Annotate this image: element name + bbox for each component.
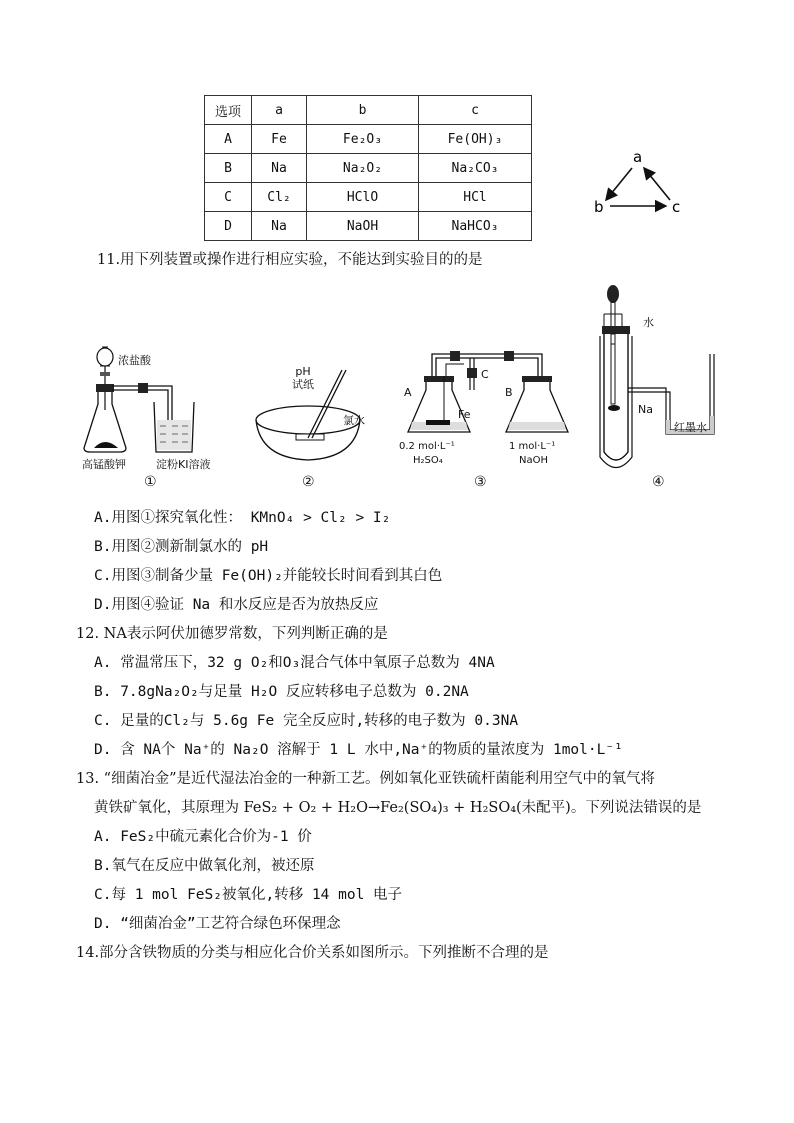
- label-conc-hcl: 浓盐酸: [118, 354, 151, 367]
- q13-option-c: C.每 1 mol FeS₂被氧化,转移 14 mol 电子: [94, 887, 403, 903]
- figure-2-number: ②: [302, 474, 315, 490]
- table-cell: NaHCO₃: [419, 212, 532, 241]
- q13-stem-line2: 黄铁矿氧化，其原理为 FeS₂ + O₂ + H₂O→Fe₂(SO₄)₃ + H₂SO₄(未配平)。下列说法错误的是: [94, 800, 702, 816]
- table-header: b: [307, 96, 419, 125]
- table-header: 选项: [205, 96, 252, 125]
- q12-option-d: D. 含 NA个 Na⁺的 Na₂O 溶解于 1 L 水中,Na⁺的物质的量浓度为 1mol·L⁻¹: [94, 742, 623, 758]
- q13-option-a: A. FeS₂中硫元素化合价为-1 价: [94, 829, 312, 845]
- table-cell: Cl₂: [252, 183, 307, 212]
- q12-option-c: C. 足量的Cl₂与 5.6g Fe 完全反应时,转移的电子数为 0.3NA: [94, 713, 519, 729]
- label-naoh-conc: 1 mol·L⁻¹: [509, 441, 556, 452]
- label-sodium: Na: [638, 403, 653, 416]
- label-h2so4-conc: 0.2 mol·L⁻¹: [399, 441, 455, 452]
- figure-1-number: ①: [144, 474, 157, 490]
- table-cell: C: [205, 183, 252, 212]
- q12-option-a: A. 常温常压下，32 g O₂和O₃混合气体中氧原子总数为 4NA: [94, 655, 495, 671]
- table-cell: A: [205, 125, 252, 154]
- figure-4-number: ④: [652, 474, 665, 490]
- label-naoh: NaOH: [519, 455, 548, 466]
- label-red-ink: 红墨水: [674, 421, 707, 434]
- figure-3-number: ③: [474, 474, 487, 490]
- table-cell: Na: [252, 154, 307, 183]
- q14-stem: 14.部分含铁物质的分类与相应化合价关系如图所示。下列推断不合理的是: [76, 945, 549, 961]
- node-a: a: [633, 148, 643, 166]
- label-fe: Fe: [458, 408, 471, 421]
- q11-stem: 11.用下列装置或操作进行相应实验，不能达到实验目的的是: [97, 252, 483, 268]
- q13-stem-line1: 13. “细菌冶金”是近代湿法冶金的一种新工艺。例如氧化亚铁硫杆菌能利用空气中的氧气将: [76, 771, 655, 787]
- arrow-a-to-b: [606, 168, 632, 200]
- options-table: [204, 95, 532, 241]
- q13-option-b: B.氧气在反应中做氧化剂，被还原: [94, 858, 315, 874]
- label-water: 水: [643, 316, 654, 329]
- table-cell: HClO: [307, 183, 419, 212]
- q12-option-b: B. 7.8gNa₂O₂与足量 H₂O 反应转移电子总数为 0.2NA: [94, 684, 469, 700]
- table-cell: Na₂O₂: [307, 154, 419, 183]
- figure-4-apparatus: [590, 282, 730, 472]
- label-flask-b: B: [505, 386, 513, 399]
- label-starch-ki: 淀粉KI溶液: [156, 458, 211, 471]
- table-header: c: [419, 96, 532, 125]
- table-row: [205, 183, 532, 212]
- table-header: a: [252, 96, 307, 125]
- table-cell: Na₂CO₃: [419, 154, 532, 183]
- triangle-diagram: [588, 148, 688, 220]
- table-row: [205, 125, 532, 154]
- table-cell: NaOH: [307, 212, 419, 241]
- q11-option-a: A.用图①探究氧化性： KMnO₄ > Cl₂ > I₂: [94, 510, 391, 526]
- label-clamp-c: C: [481, 368, 489, 381]
- node-b: b: [594, 198, 604, 216]
- node-c: c: [672, 198, 681, 216]
- q13-option-d: D. “细菌冶金”工艺符合绿色环保理念: [94, 916, 341, 932]
- table-row: [205, 212, 532, 241]
- q11-option-b: B.用图②测新制氯水的 pH: [94, 539, 269, 555]
- table-cell: Fe(OH)₃: [419, 125, 532, 154]
- label-flask-a: A: [404, 386, 412, 399]
- label-h2so4: H₂SO₄: [413, 455, 443, 466]
- table-cell: D: [205, 212, 252, 241]
- table-cell: B: [205, 154, 252, 183]
- q12-stem: 12. NA表示阿伏加德罗常数，下列判断正确的是: [76, 626, 388, 642]
- q11-option-c: C.用图③制备少量 Fe(OH)₂并能较长时间看到其白色: [94, 568, 443, 584]
- table-row: [205, 154, 532, 183]
- table-header-row: [205, 96, 532, 125]
- q11-option-d: D.用图④验证 Na 和水反应是否为放热反应: [94, 597, 379, 613]
- figure-3-apparatus: [400, 340, 575, 440]
- arrow-c-to-a: [644, 168, 670, 200]
- label-chlorine-water: 氯水: [343, 414, 365, 427]
- label-ph-paper: pH 试纸: [292, 365, 314, 391]
- table-cell: Na: [252, 212, 307, 241]
- table-cell: HCl: [419, 183, 532, 212]
- table-cell: Fe₂O₃: [307, 125, 419, 154]
- label-kmno4: 高锰酸钾: [82, 458, 126, 471]
- table-cell: Fe: [252, 125, 307, 154]
